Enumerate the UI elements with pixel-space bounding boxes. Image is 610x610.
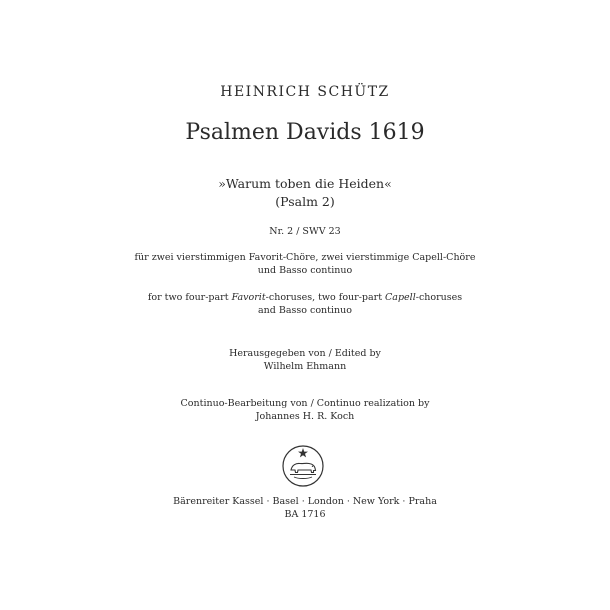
composer-name: HEINRICH SCHÜTZ	[220, 84, 390, 100]
work-title: Psalmen Davids 1619	[185, 120, 425, 145]
german-description-line1: für zwei vierstimmigen Favorit-Chöre, zwei vierstimmige Capell-Chöre	[134, 252, 476, 263]
continuo-label: Continuo-Bearbeitung von / Continuo realization by	[180, 398, 430, 409]
baerenreiter-bear-logo-icon	[281, 444, 325, 488]
english-desc-part-c: -choruses, two four-part	[265, 292, 386, 303]
english-desc-capell: Capell	[385, 292, 416, 303]
editor-label: Herausgegeben von / Edited by	[229, 348, 381, 359]
continuo-name: Johannes H. R. Koch	[255, 411, 355, 422]
english-desc-part-e: -choruses	[415, 292, 463, 303]
publisher-cities: Bärenreiter Kassel · Basel · London · New York · Praha	[173, 496, 437, 507]
publisher-catalog-number: BA 1716	[284, 509, 326, 520]
catalog-number: Nr. 2 / SWV 23	[269, 226, 341, 237]
german-description-line2: und Basso continuo	[257, 265, 353, 276]
psalm-number: (Psalm 2)	[275, 194, 335, 209]
work-subtitle: »Warum toben die Heiden«	[218, 176, 392, 191]
editor-name: Wilhelm Ehmann	[263, 361, 347, 372]
english-description-line2: and Basso continuo	[258, 305, 352, 316]
english-desc-favorit: Favorit	[231, 292, 266, 303]
english-description-line1	[0, 292, 610, 303]
english-desc-part-a: for two four-part	[147, 292, 232, 303]
